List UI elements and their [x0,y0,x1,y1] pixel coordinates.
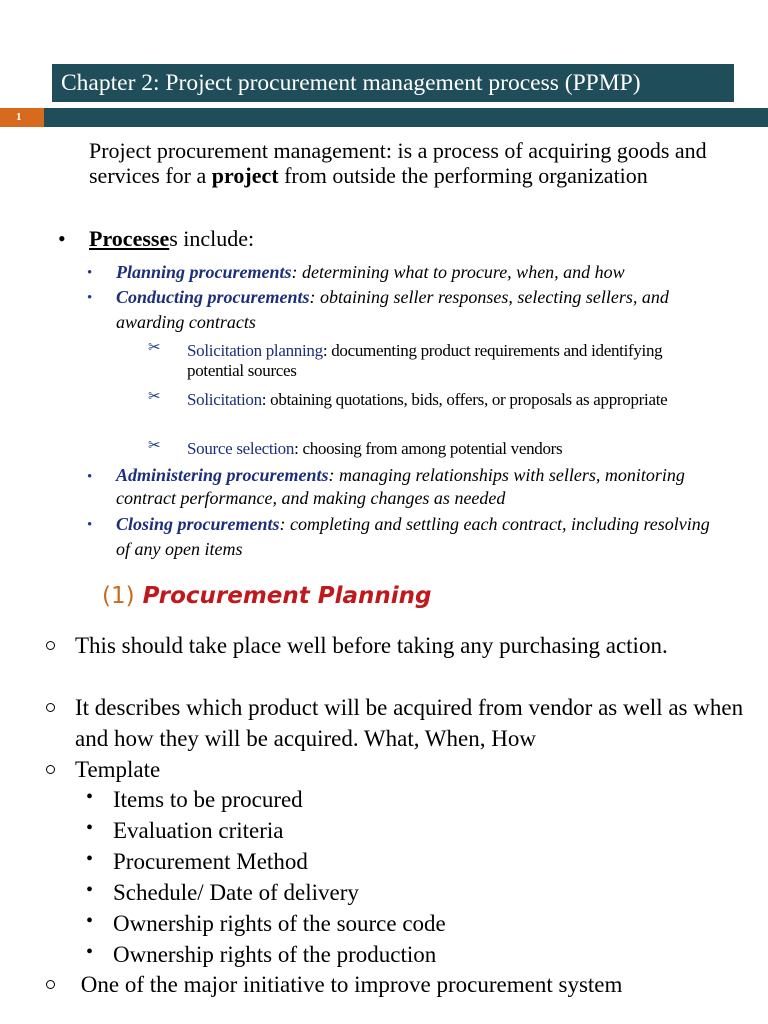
template-item: Ownership rights of the production [113,942,437,967]
slide-title: Chapter 2: Project procurement management process (PPMP) [52,64,734,102]
intro-text-before: Project procurement management: is a process of acquiring goods and services for a [89,138,707,188]
sub-item-solicitation-planning [187,341,707,381]
processes-rest: s include: [169,226,255,251]
process-item-planning [116,260,741,285]
bullet-icon: • [87,265,93,281]
bullet-icon: • [86,879,94,901]
process-text: : determining what to procure, when, and how [291,262,625,282]
template-item: Evaluation criteria [113,818,284,843]
section-open-paren: ( [102,583,111,609]
scissors-icon: ✂ [148,438,161,454]
body-paragraph: This should take place well before taking any purchasing action. [75,633,668,658]
circle-bullet-icon [46,765,55,774]
process-keyword: Administering procurements [116,465,329,485]
sub-item-keyword: Solicitation planning [187,341,323,360]
process-keyword: Conducting procurements [116,287,310,307]
template-item: Items to be procured [113,787,303,812]
sub-item-source-selection [187,439,727,459]
bullet-icon: • [87,469,93,485]
intro-text-after: from outside the performing organization [278,163,648,188]
intro-bold-word: project [211,163,279,188]
sub-item-solicitation [187,390,707,410]
processes-keyword: Processe [89,226,170,251]
body-paragraph: One of the major initiative to improve procurement system [75,972,623,997]
slide-number: 1 [0,108,44,127]
template-item: Ownership rights of the source code [113,911,446,936]
bullet-icon: • [86,817,94,839]
bullet-icon: • [86,910,94,932]
sub-item-keyword: Solicitation [187,390,262,409]
circle-bullet-icon [46,641,55,650]
bullet-icon: • [86,941,94,963]
bullet-icon: • [86,848,94,870]
process-text: : obtaining seller responses, selecting sellers, and awarding contracts [116,287,669,332]
bullet-icon: • [87,290,93,306]
process-keyword: Closing procurements [116,514,280,534]
sub-item-text: : obtaining quotations, bids, offers, or proposals as appropriate [261,390,668,409]
process-item-closing [116,512,716,562]
bullet-icon: • [87,517,93,533]
template-item: Schedule/ Date of delivery [113,880,359,905]
process-item-administering [116,464,741,510]
header-bar [0,108,768,127]
circle-bullet-icon [46,703,55,712]
circle-bullet-icon [46,980,55,989]
template-item: Procurement Method [113,849,308,874]
intro-paragraph [89,138,739,188]
section-number: 1) [110,583,135,609]
section-heading [102,583,432,609]
bullet-icon: • [58,226,66,251]
sub-item-keyword: Source selection [187,439,295,458]
body-paragraph: Template [75,757,161,782]
process-item-conducting [116,285,741,335]
bullet-icon: • [86,786,94,808]
section-title: Procurement Planning [134,583,432,609]
scissors-icon: ✂ [148,389,161,405]
process-text: : completing and settling each contract, including resolving of any open items [116,514,710,559]
scissors-icon: ✂ [148,340,161,356]
sub-item-text: : choosing from among potential vendors [294,439,563,458]
sub-item-text: : documenting product requirements and identifying potential sources [187,341,663,380]
process-text: : managing relationships with sellers, monitoring contract performance, and making changes as needed [116,465,685,508]
processes-heading [89,226,254,252]
body-paragraph: It describes which product will be acquired from vendor as well as when and how they will be acquired. What, When, How [75,695,744,751]
process-keyword: Planning procurements [116,262,292,282]
